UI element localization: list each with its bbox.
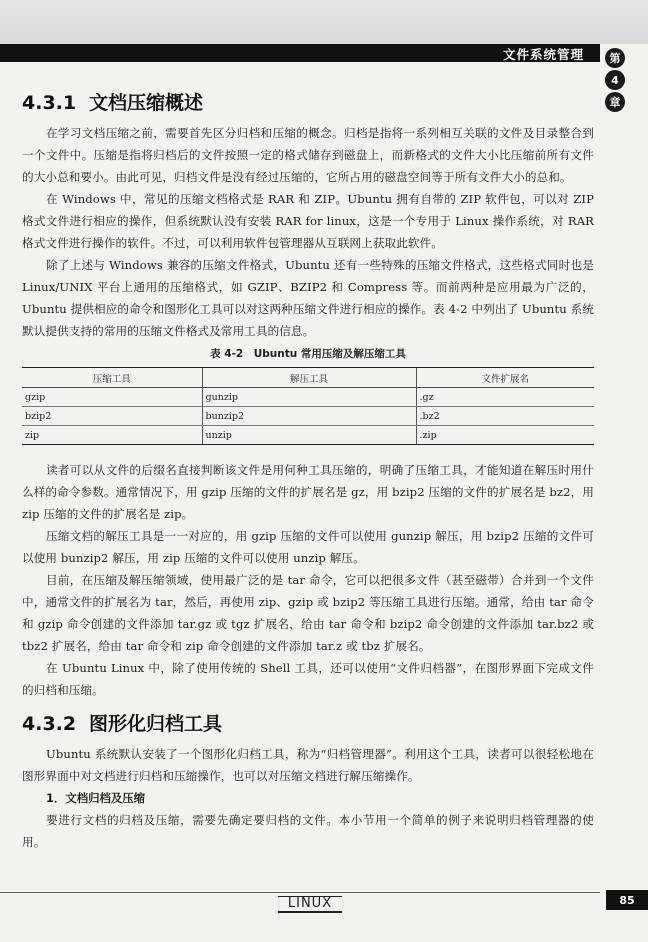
after-table-text [22,459,594,701]
running-header-title: 文件系统管理 [502,47,584,62]
table-header-cell: 压缩工具 [22,368,202,388]
paragraph: 在 Ubuntu Linux 中，除了使用传统的 Shell 工具，还可以使用“文件归档器”，在图形界面下完成文件的归档和压缩。 [22,661,594,697]
section-heading-4-3-2 [22,709,594,735]
table-row [22,426,594,445]
table-cell: gzip [22,388,202,407]
table-row [22,407,594,426]
compression-tools-table [22,367,594,445]
subsection-heading: 1．文档归档及压缩 [46,791,146,805]
paragraph: Ubuntu 系统默认安装了一个图形化归档工具，称为“归档管理器”。利用这个工具，读者可以很轻松地在图形界面中对文档进行归档和压缩操作，也可以对压缩文档进行解压缩操作。 [22,747,594,783]
linux-logo: LINUX [278,896,342,913]
section-heading-4-3-1 [22,88,594,114]
section-title: 图形化归档工具 [89,713,223,735]
table-caption: 表 4-2 Ubuntu 常用压缩及解压缩工具 [210,348,406,360]
running-header [0,44,600,62]
paragraph: 目前，在压缩及解压缩领域，使用最广泛的是 tar 命令，它可以把很多文件（甚至磁带）合并到一个文件中，通常文件的扩展名为 tar，然后，再使用 zip、gzip 或 bzip2 等压缩工具进行压缩。通常，给由 tar 命令和 gzip 命令创建的文件添加 tar.gz 或 tgz 扩展名，给由 tar 命令和 bzip2 命令创建的文件添加 tar.bz2 或 tbz2 扩展名，给由 tar 命令和 zip 命令创建的文件添加 tar.z 或 tbz 扩展名。 [22,573,594,653]
table-cell: unzip [202,426,416,445]
table-header-cell: 文件扩展名 [416,368,594,388]
paragraph: 要进行文档的归档及压缩，需要先确定要归档的文件。本小节用一个简单的例子来说明归档管理器的使用。 [22,813,594,849]
table-cell: .bz2 [416,407,594,426]
page-number: 85 [606,890,648,910]
page-content [22,88,594,853]
paragraph: 压缩文档的解压工具是一一对应的，用 gzip 压缩的文件可以使用 gunzip 解压，用 bzip2 压缩的文件可以使用 bunzip2 解压，用 zip 压缩的文件可以使用 unzip 解压。 [22,529,594,565]
table-cell: .zip [416,426,594,445]
paragraph: 除了上述与 Windows 兼容的压缩文件格式，Ubuntu 还有一些特殊的压缩文件格式，这些格式同时也是 Linux/UNIX 平台上通用的压缩格式，如 GZIP、BZIP2 和 Compress 等。而前两种是应用最为广泛的，Ubuntu 提供相应的命令和图形化工具可以对这两种压缩文件进行相应的操作。表 4-2 中列出了 Ubuntu 系统默认提供支持的常用的压缩文件格式及常用工具的信息。 [22,258,594,338]
paragraph: 在 Windows 中，常见的压缩文档格式是 RAR 和 ZIP。Ubuntu 拥有自带的 ZIP 软件包，可以对 ZIP 格式文件进行相应的操作，但系统默认没有安装 RAR for linux，这是一个专用于 Linux 操作系统，对 RAR 格式文件进行操作的软件。不过，可以利用软件包管理器从互联网上获取此软件。 [22,192,594,250]
chapter-tab-top: 第 [605,48,625,68]
top-margin-band [0,0,648,44]
section-number: 4.3.2 [22,713,77,735]
section-number: 4.3.1 [22,92,77,114]
table-cell: bzip2 [22,407,202,426]
chapter-tab [603,48,627,112]
table-row [22,388,594,407]
table-cell: .gz [416,388,594,407]
chapter-tab-bottom: 章 [605,92,625,112]
table-cell: zip [22,426,202,445]
chapter-tab-number: 4 [605,70,625,90]
paragraph: 在学习文档压缩之前，需要首先区分归档和压缩的概念。归档是指将一系列相互关联的文件及目录整合到一个文件中。压缩是指将归档后的文件按照一定的格式储存到磁盘上，而新格式的文件大小比压缩前所有文件的大小总和要小。由此可见，归档文件是没有经过压缩的，它所占用的磁盘空间等于所有文件大小的总和。 [22,126,594,184]
table-cell: bunzip2 [202,407,416,426]
table-cell: gunzip [202,388,416,407]
table-header-cell: 解压工具 [202,368,416,388]
paragraph: 读者可以从文件的后缀名直接判断该文件是用何种工具压缩的，明确了压缩工具，才能知道在解压时用什么样的命令参数。通常情况下，用 gzip 压缩的文件的扩展名是 gz，用 bzip2 压缩的文件的扩展名是 bz2，用 zip 压缩的文件的扩展名是 zip。 [22,463,594,521]
table-header-row [22,368,594,388]
section-title: 文档压缩概述 [89,92,204,114]
footer-rule [0,892,600,893]
